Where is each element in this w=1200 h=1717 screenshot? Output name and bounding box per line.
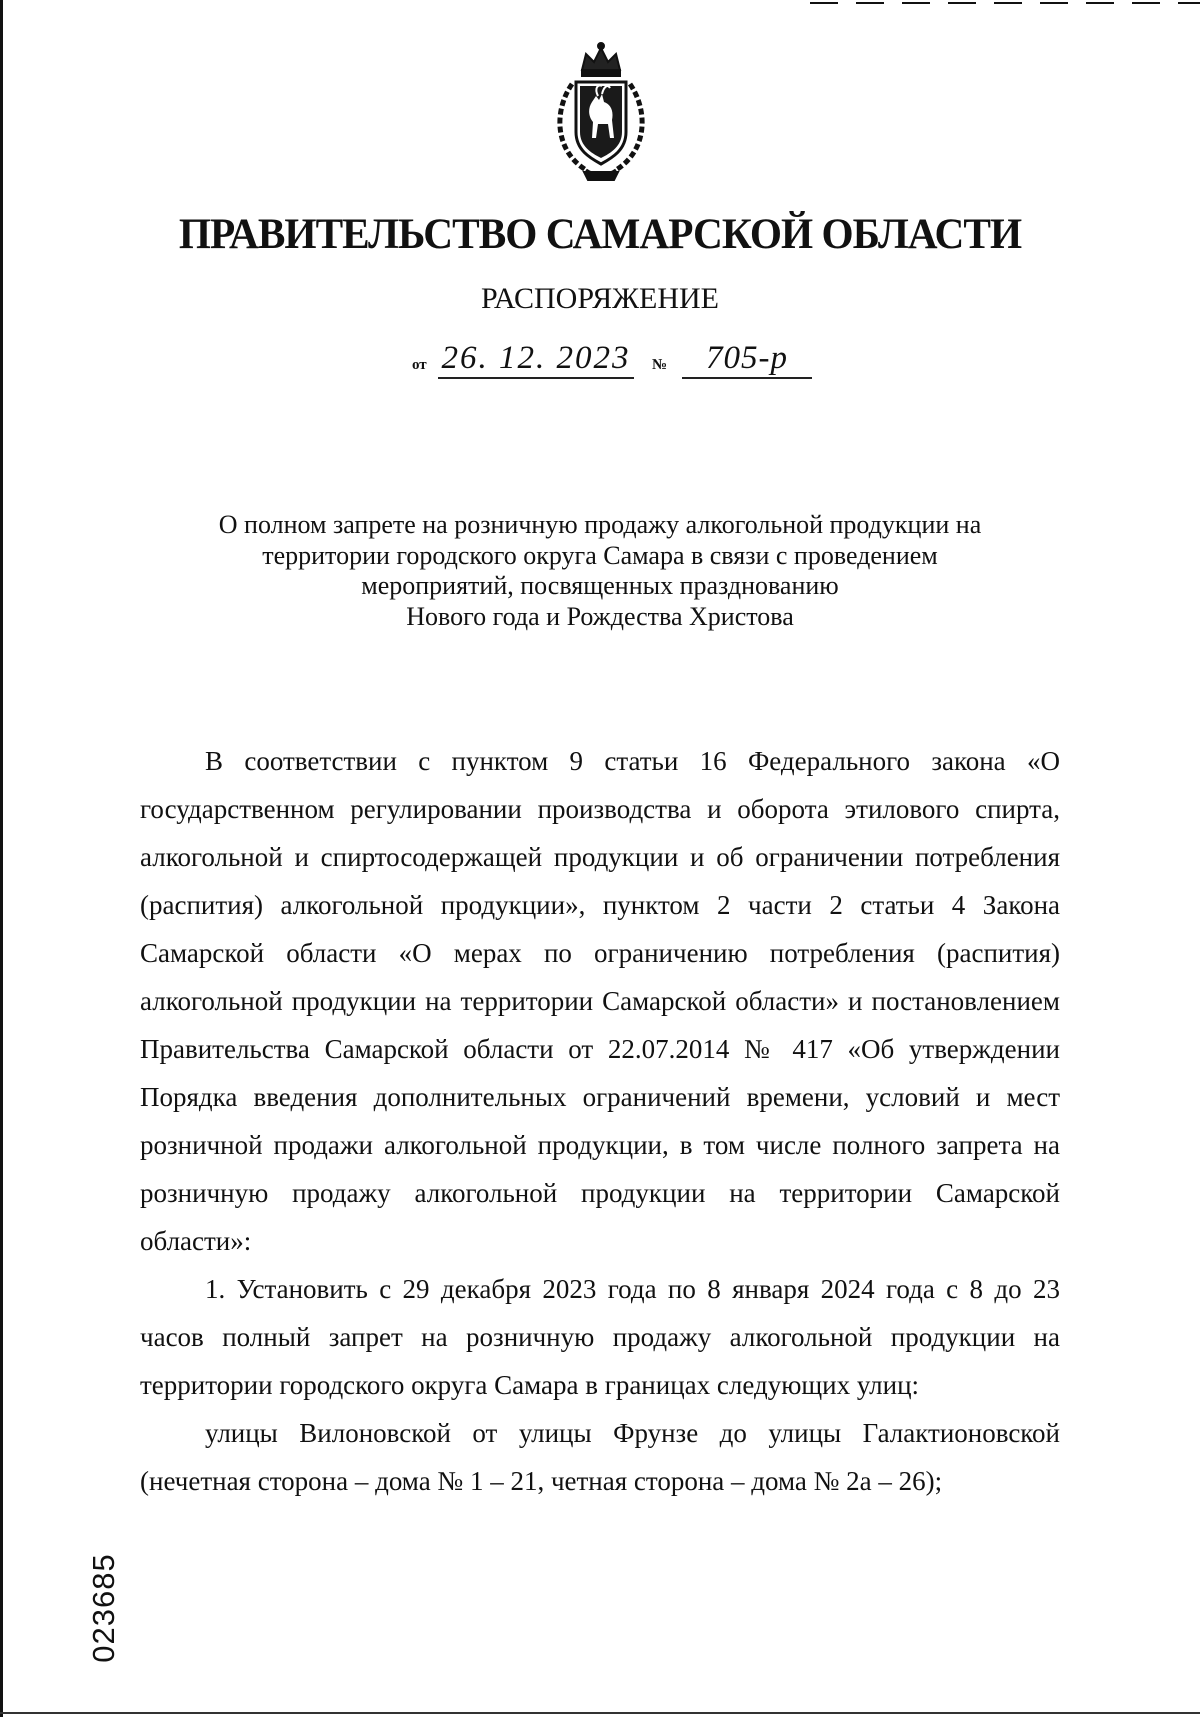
- document-subject: [140, 510, 1060, 632]
- subject-line: Нового года и Рождества Христова: [406, 601, 794, 631]
- coat-of-arms-icon: [542, 40, 660, 184]
- side-registration-code: [84, 1548, 124, 1668]
- body-paragraph-preamble: В соответствии с пунктом 9 статьи 16 Федерального закона «О государственном регулировании производства и оборота этилового спирта, алкогольной и спиртосодержащей продукции и об ограничении потребления (распития) алкогольной продукции», пунктом 2 части 2 статьи 4 Закона Самарской области «О мерах по ограничению потребления (распития) алкогольной продукции на территории Самарской области» и постановлением Правительства Самарской области от 22.07.2014 № 417 «Об утверждении Порядка введения дополнительных ограничений времени, условий и мест розничной продажи алкогольной продукции, в том числе полного запрета на розничную продажу алкогольной продукции на территории Самарской области»:: [140, 746, 1060, 1256]
- scan-left-edge: [0, 0, 3, 1717]
- subject-line: территории городского округа Самара в связи с проведением: [262, 540, 938, 570]
- body-paragraph-item-1: 1. Установить с 29 декабря 2023 года по 8 января 2024 года с 8 до 23 часов полный запрет на розничную продажу алкогольной продукции на территории городского округа Самара в границах следующих улиц:: [140, 1274, 1060, 1400]
- side-code-text: 023685: [86, 1553, 121, 1663]
- document-body: [140, 737, 1060, 1505]
- scan-bottom-edge: [0, 1712, 1200, 1714]
- organization-title: ПРАВИТЕЛЬСТВО САМАРСКОЙ ОБЛАСТИ: [178, 211, 1022, 258]
- date-number-line: [412, 335, 812, 385]
- subject-line: мероприятий, посвященных празднованию: [361, 571, 839, 600]
- date-prefix: от: [412, 357, 427, 373]
- number-handwritten: 705-р: [682, 339, 812, 379]
- number-prefix: №: [652, 357, 668, 373]
- date-handwritten: 26. 12. 2023: [438, 339, 634, 379]
- document-type: РАСПОРЯЖЕНИЕ: [480, 282, 720, 315]
- body-paragraph-street: улицы Вилоновской от улицы Фрунзе до улицы Галактионовской (нечетная сторона – дома № 1 – 21, четная сторона – дома № 2а – 26);: [140, 1418, 1060, 1496]
- scan-top-dashes: [810, 2, 1200, 4]
- subject-line: О полном запрете на розничную продажу алкогольной продукции на: [218, 510, 982, 539]
